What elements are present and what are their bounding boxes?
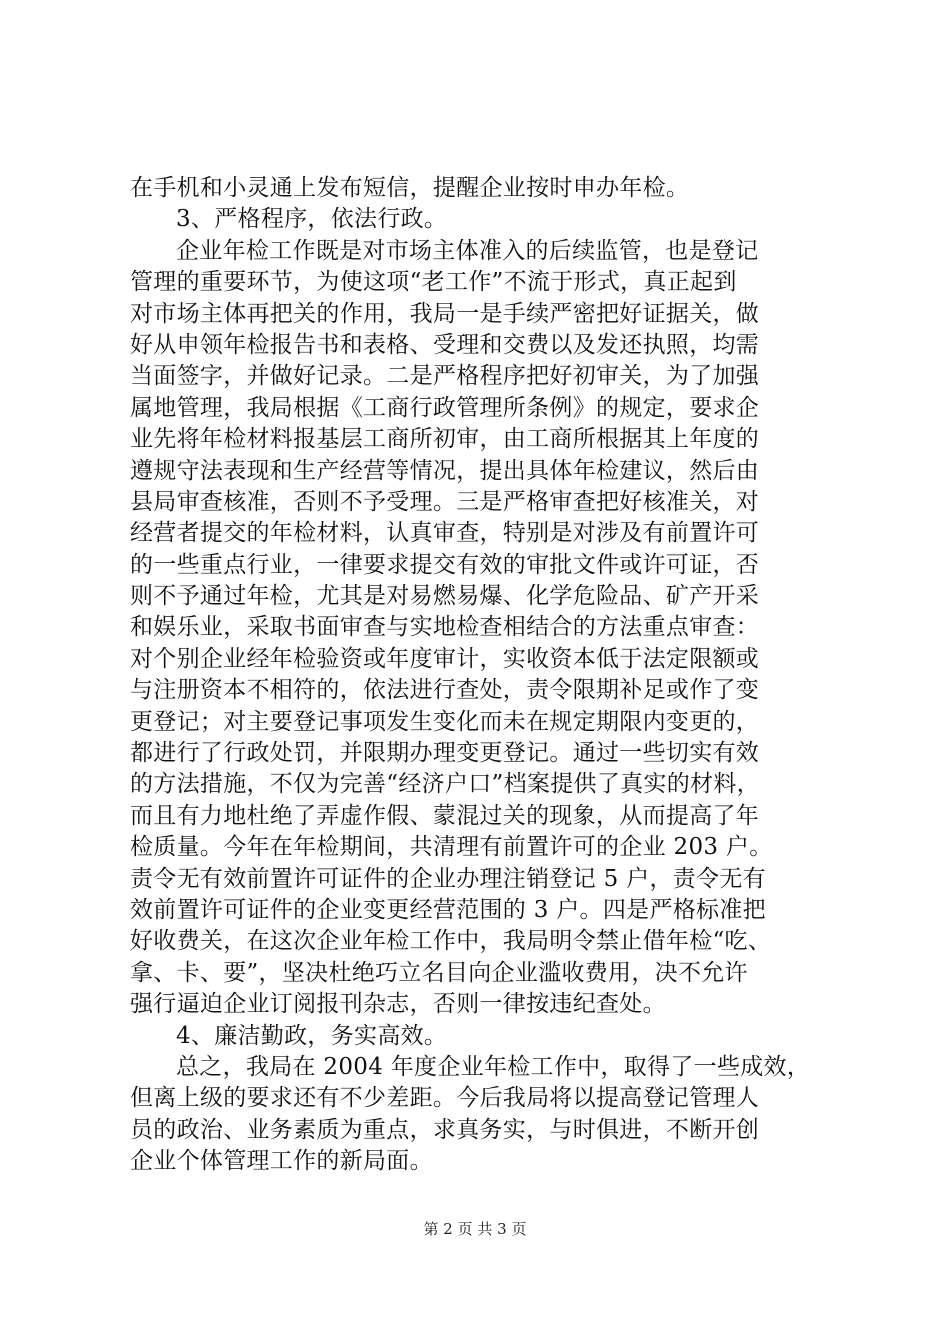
text-line: 4、廉洁勤政，务实高效。 bbox=[176, 1022, 448, 1049]
text-line: 总之，我局在 2004 年度企业年检工作中，取得了一些成效， bbox=[176, 1053, 811, 1080]
text-line: 对个别企业经年检验资或年度审计，实收资本低于法定限额或 bbox=[130, 645, 760, 672]
text-line: 效前置许可证件的企业变更经营范围的 3 户。四是严格标准把 bbox=[130, 896, 766, 923]
text-line: 好收费关，在这次企业年检工作中，我局明令禁止借年检“吃、 bbox=[130, 928, 772, 955]
text-line: 的一些重点行业，一律要求提交有效的审批文件或许可证，否 bbox=[130, 551, 760, 578]
page-footer: 第 2 页 共 3 页 bbox=[423, 1220, 527, 1238]
text-line: 与注册资本不相符的，依法进行查处，责令限期补足或作了变 bbox=[130, 677, 760, 704]
text-line: 更登记；对主要登记事项发生变化而未在规定期限内变更的， bbox=[130, 708, 760, 735]
text-line: 强行逼迫企业订阅报刊杂志，否则一律按违纪查处。 bbox=[130, 991, 666, 1018]
text-line: 员的政治、业务素质为重点，求真务实，与时俱进，不断开创 bbox=[130, 1116, 760, 1143]
text-line: 则不予通过年检，尤其是对易燃易爆、化学危险品、矿产开采 bbox=[130, 583, 760, 610]
text-line: 县局审查核准，否则不予受理。三是严格审查把好核准关，对 bbox=[130, 488, 760, 515]
text-line: 的方法措施，不仅为完善“经济户口”档案提供了真实的材料， bbox=[130, 771, 760, 798]
text-line: 都进行了行政处罚，并限期办理变更登记。通过一些切实有效 bbox=[130, 740, 760, 767]
text-line: 遵规守法表现和生产经营等情况，提出具体年检建议，然后由 bbox=[130, 457, 760, 484]
document-body bbox=[130, 173, 850, 1178]
text-line: 经营者提交的年检材料，认真审查，特别是对涉及有前置许可 bbox=[130, 520, 760, 547]
text-line: 3、严格程序，依法行政。 bbox=[176, 206, 448, 233]
text-line: 好从申领年检报告书和表格、受理和交费以及发还执照，均需 bbox=[130, 331, 760, 358]
text-line: 而且有力地杜绝了弄虚作假、蒙混过关的现象，从而提高了年 bbox=[130, 802, 760, 829]
text-line: 拿、卡、要”，坚决杜绝巧立名目向企业滥收费用，决不允许 bbox=[130, 959, 748, 986]
text-line: 责令无有效前置许可证件的企业办理注销登记 5 户，责令无有 bbox=[130, 865, 766, 892]
text-line: 属地管理，我局根据《工商行政管理所条例》的规定，要求企 bbox=[130, 394, 760, 421]
text-line: 和娱乐业，采取书面审查与实地检查相结合的方法重点审查： bbox=[130, 614, 760, 641]
text-line: 管理的重要环节，为使这项“老工作”不流于形式，真正起到 bbox=[130, 269, 737, 296]
text-line: 在手机和小灵通上发布短信，提醒企业按时申办年检。 bbox=[130, 175, 690, 201]
text-line: 企业年检工作既是对市场主体准入的后续监管，也是登记 bbox=[176, 237, 759, 264]
text-line: 检质量。今年在年检期间，共清理有前置许可的企业 203 户。 bbox=[130, 834, 773, 861]
text-line: 当面签字，并做好记录。二是严格程序把好初审关，为了加强 bbox=[130, 363, 760, 390]
text-line: 但离上级的要求还有不少差距。今后我局将以提高登记管理人 bbox=[130, 1085, 760, 1112]
text-line: 企业个体管理工作的新局面。 bbox=[130, 1148, 433, 1175]
text-line: 业先将年检材料报基层工商所初审，由工商所根据其上年度的 bbox=[130, 426, 760, 453]
text-line: 对市场主体再把关的作用，我局一是手续严密把好证据关，做 bbox=[130, 300, 760, 327]
